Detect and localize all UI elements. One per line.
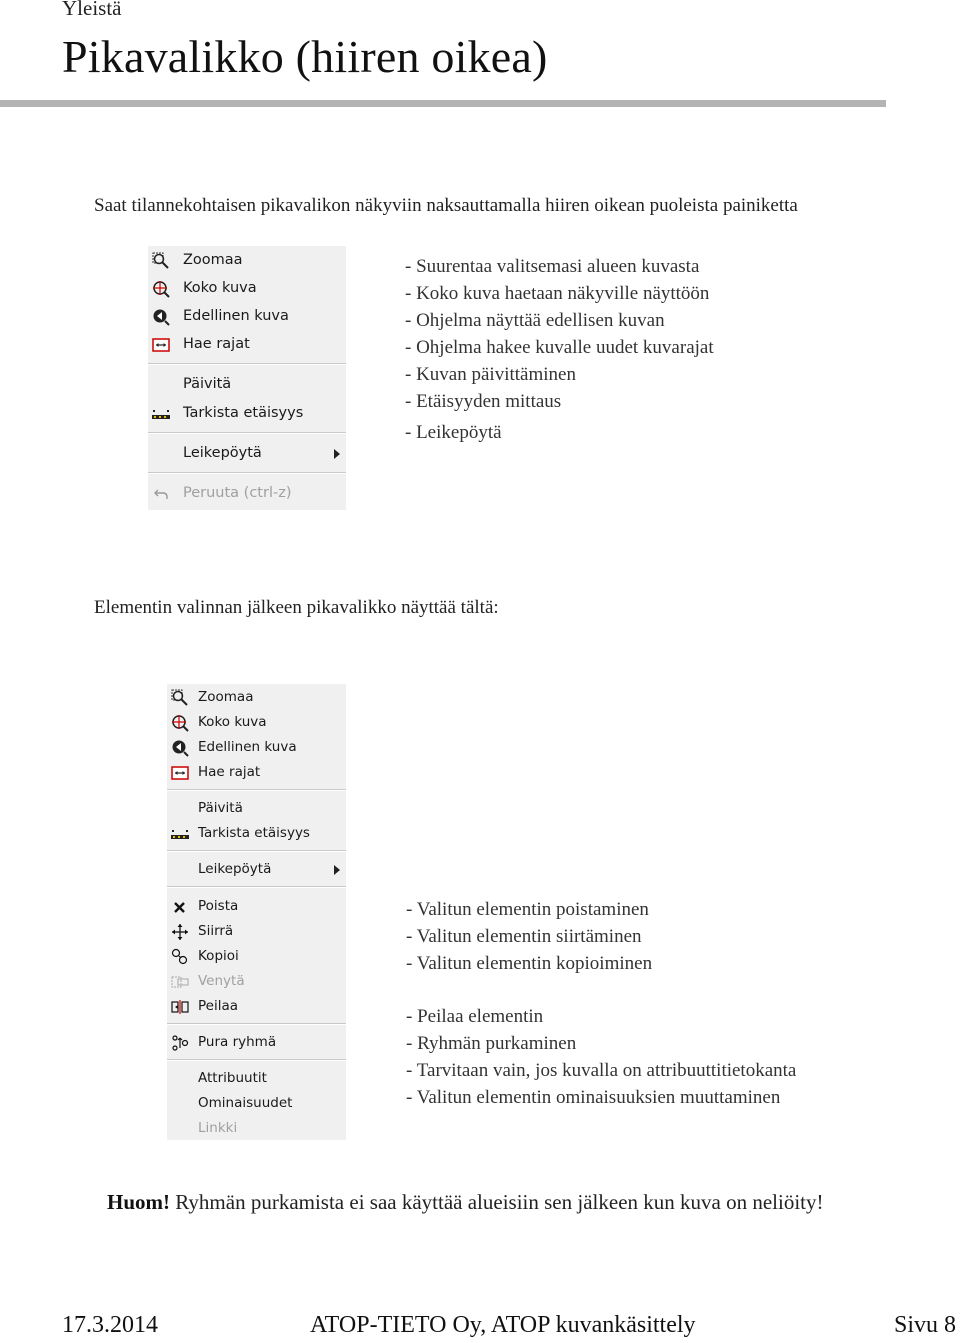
menu-item-fetch-bounds[interactable] xyxy=(167,762,346,784)
menu-item-clipboard[interactable] xyxy=(148,443,346,465)
menu-item-label: Tarkista etäisyys xyxy=(198,825,310,841)
submenu-arrow-icon xyxy=(334,865,340,875)
copy-icon xyxy=(171,948,189,966)
previous-view-icon xyxy=(152,308,170,326)
menu-item-zoom[interactable] xyxy=(167,687,346,709)
mirror-icon xyxy=(171,998,189,1016)
zoom-icon xyxy=(171,689,189,707)
menu-item-label: Hae rajat xyxy=(183,336,250,352)
menu-item-label: Koko kuva xyxy=(183,280,257,296)
move-icon xyxy=(171,923,189,941)
stretch-icon xyxy=(171,973,189,991)
description-line: - Leikepöytä xyxy=(405,422,502,443)
description-line: - Ohjelma hakee kuvalle uudet kuvarajat xyxy=(405,337,714,358)
menu-separator xyxy=(167,789,346,791)
menu-item-previous-view[interactable] xyxy=(167,737,346,759)
section-label: Yleistä xyxy=(62,0,122,20)
measure-icon xyxy=(152,405,170,423)
menu-item-label: Siirrä xyxy=(198,923,234,939)
menu-separator xyxy=(167,886,346,888)
menu-item-zoom[interactable] xyxy=(148,250,346,272)
menu-item-label: Leikepöytä xyxy=(198,861,272,877)
menu-item-link xyxy=(167,1118,346,1140)
menu-item-ungroup[interactable] xyxy=(167,1032,346,1054)
menu-item-mirror[interactable] xyxy=(167,996,346,1018)
menu-item-undo xyxy=(148,483,346,505)
menu-separator xyxy=(148,363,346,365)
menu-item-full-view[interactable] xyxy=(167,712,346,734)
menu-item-label: Hae rajat xyxy=(198,764,261,780)
menu-item-label: Koko kuva xyxy=(198,714,267,730)
footer-title: ATOP-TIETO Oy, ATOP kuvankäsittely xyxy=(310,1312,696,1338)
menu-item-copy[interactable] xyxy=(167,946,346,968)
description-line: - Kuvan päivittäminen xyxy=(405,364,576,385)
context-menu-element xyxy=(167,684,346,1140)
menu-item-label: Zoomaa xyxy=(183,252,243,268)
menu-item-label: Venytä xyxy=(198,973,245,989)
note-label: Huom! xyxy=(107,1190,170,1214)
ungroup-icon xyxy=(171,1034,189,1052)
menu-item-attributes[interactable] xyxy=(167,1068,346,1090)
previous-view-icon xyxy=(171,739,189,757)
menu-separator xyxy=(167,1059,346,1061)
menu-item-previous-view[interactable] xyxy=(148,306,346,328)
zoom-icon xyxy=(152,252,170,270)
menu-item-move[interactable] xyxy=(167,921,346,943)
menu-item-stretch xyxy=(167,971,346,993)
menu-item-label: Pura ryhmä xyxy=(198,1034,277,1050)
menu-item-fetch-bounds[interactable] xyxy=(148,334,346,356)
menu-item-label: Attribuutit xyxy=(198,1070,267,1086)
menu-separator xyxy=(167,1023,346,1025)
description-line: - Tarvitaan vain, jos kuvalla on attribuuttitietokanta xyxy=(406,1060,797,1081)
menu-item-label: Päivitä xyxy=(198,800,243,816)
intro-text: Saat tilannekohtaisen pikavalikon näkyviin naksauttamalla hiiren oikean puoleista painiketta xyxy=(94,195,798,216)
measure-icon xyxy=(171,825,189,843)
menu-item-properties[interactable] xyxy=(167,1093,346,1115)
description-line: - Etäisyyden mittaus xyxy=(405,391,562,412)
menu-item-label: Peruuta (ctrl-z) xyxy=(183,485,292,501)
menu-item-label: Edellinen kuva xyxy=(198,739,297,755)
fetch-bounds-icon xyxy=(171,764,189,782)
menu-separator xyxy=(148,472,346,474)
menu-item-label: Edellinen kuva xyxy=(183,308,289,324)
footer-date: 17.3.2014 xyxy=(62,1312,158,1338)
menu-item-measure[interactable] xyxy=(148,403,346,425)
footer-page-number: Sivu 8 xyxy=(894,1312,957,1338)
fetch-bounds-icon xyxy=(152,336,170,354)
menu-item-clipboard[interactable] xyxy=(167,859,346,881)
description-line: - Valitun elementin poistaminen xyxy=(406,899,649,920)
menu-item-label: Poista xyxy=(198,898,239,914)
description-line: - Koko kuva haetaan näkyville näyttöön xyxy=(405,283,710,304)
menu-separator xyxy=(167,850,346,852)
full-view-icon xyxy=(152,280,170,298)
menu-item-label: Tarkista etäisyys xyxy=(183,405,304,421)
description-line: - Ryhmän purkaminen xyxy=(406,1033,577,1054)
menu-item-label: Kopioi xyxy=(198,948,239,964)
note-text: Ryhmän purkamista ei saa käyttää alueisiin sen jälkeen kun kuva on neliöity! xyxy=(170,1190,824,1214)
description-line: - Ohjelma näyttää edellisen kuvan xyxy=(405,310,665,331)
submenu-arrow-icon xyxy=(334,449,340,459)
menu-item-full-view[interactable] xyxy=(148,278,346,300)
sub-intro-text: Elementin valinnan jälkeen pikavalikko näyttää tältä: xyxy=(94,597,499,618)
menu-item-label: Peilaa xyxy=(198,998,239,1014)
description-line: - Valitun elementin ominaisuuksien muuttaminen xyxy=(406,1087,781,1108)
delete-icon xyxy=(171,898,189,916)
menu-item-refresh[interactable] xyxy=(148,374,346,396)
description-line: - Suurentaa valitsemasi alueen kuvasta xyxy=(405,256,700,277)
context-menu-basic xyxy=(148,246,346,510)
note xyxy=(107,1190,823,1215)
undo-icon xyxy=(152,485,170,503)
page-title: Pikavalikko (hiiren oikea) xyxy=(62,31,548,82)
menu-item-label: Zoomaa xyxy=(198,689,254,705)
menu-item-refresh[interactable] xyxy=(167,798,346,820)
menu-separator xyxy=(148,432,346,434)
description-line: - Valitun elementin siirtäminen xyxy=(406,926,642,947)
description-line: - Valitun elementin kopioiminen xyxy=(406,953,653,974)
description-line: - Peilaa elementin xyxy=(406,1006,544,1027)
menu-item-measure[interactable] xyxy=(167,823,346,845)
full-view-icon xyxy=(171,714,189,732)
menu-item-label: Päivitä xyxy=(183,376,232,392)
menu-item-delete[interactable] xyxy=(167,896,346,918)
menu-item-label: Leikepöytä xyxy=(183,445,262,461)
title-rule xyxy=(0,100,886,107)
menu-item-label: Ominaisuudet xyxy=(198,1095,293,1111)
menu-item-label: Linkki xyxy=(198,1120,238,1136)
